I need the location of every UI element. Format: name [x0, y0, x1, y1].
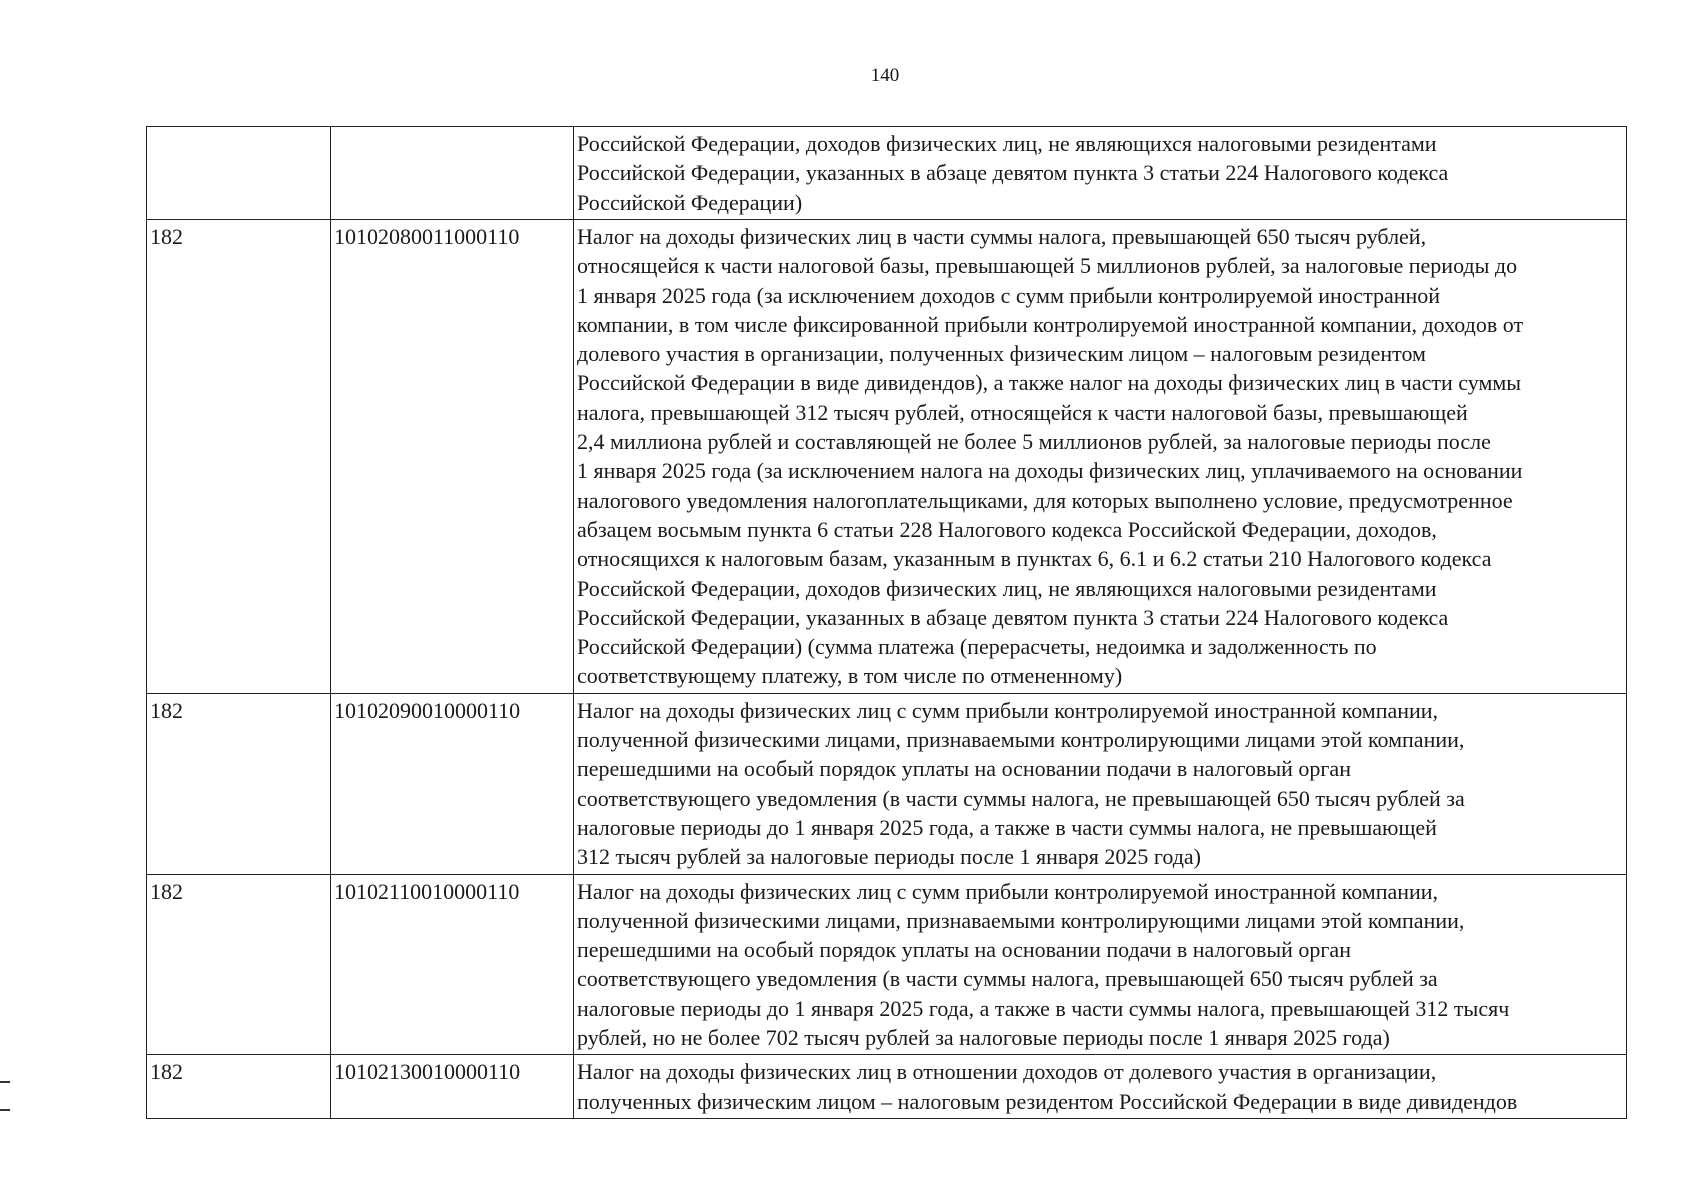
scan-artifact-mark: [0, 1081, 10, 1083]
description-line: Налог на доходы физических лиц в отношении доходов от долевого участия в организации,: [577, 1059, 1437, 1085]
kbk-code-cell: 10102090010000110: [331, 693, 574, 874]
description-cell: [574, 693, 1627, 874]
description-line: полученной физическими лицами, признаваемыми контролирующими лицами этой компании,: [577, 907, 1465, 933]
kbk-code-cell: 10102110010000110: [331, 874, 574, 1055]
description-line: перешедшими на особый порядок уплаты на основании подачи в налоговый орган: [577, 937, 1351, 963]
admin-code-cell: 182: [147, 874, 331, 1055]
description-line: Российской Федерации, доходов физических лиц, не являющихся налоговыми резидентами: [577, 131, 1437, 156]
description-line: налоговые периоды до 1 января 2025 года, а также в части суммы налога, не превышающей: [577, 814, 1437, 840]
description-line: Налог на доходы физических лиц в части суммы налога, превышающей 650 тысяч рублей,: [577, 224, 1427, 249]
description-line: 1 января 2025 года (за исключением налога на доходы физических лиц, уплачиваемого на основании: [577, 458, 1523, 484]
description-line: Российской Федерации, доходов физических лиц, не являющихся налоговыми резидентами: [577, 575, 1437, 601]
admin-code-cell: 182: [147, 1055, 331, 1119]
description-line: 312 тысяч рублей за налоговые периоды после 1 января 2025 года): [577, 844, 1201, 870]
description-line: Налог на доходы физических лиц с сумм прибыли контролируемой иностранной компании,: [577, 697, 1439, 723]
description-cell: [574, 220, 1627, 694]
description-cell: [574, 127, 1627, 220]
description-line: соответствующего уведомления (в части суммы налога, превышающей 650 тысяч рублей за: [577, 966, 1438, 992]
description-line: Российской Федерации, указанных в абзаце девятом пункта 3 статьи 224 Налогового кодекса: [577, 604, 1449, 630]
description-line: 1 января 2025 года (за исключением доходов с сумм прибыли контролируемой иностранной: [577, 282, 1441, 308]
budget-classification-table: [146, 126, 1627, 1119]
admin-code-cell: 182: [147, 220, 331, 694]
scan-artifact-mark: [0, 1109, 10, 1111]
description-line: Российской Федерации, указанных в абзаце девятом пункта 3 статьи 224 Налогового кодекса: [577, 160, 1449, 186]
description-cell: [574, 874, 1627, 1055]
description-line: налогового уведомления налогоплательщиками, для которых выполнено условие, предусмотренное: [577, 487, 1513, 513]
description-line: налоговые периоды до 1 января 2025 года, а также в части суммы налога, превышающей 312 тысяч: [577, 995, 1510, 1021]
description-line: налога, превышающей 312 тысяч рублей, относящейся к части налоговой базы, превышающей: [577, 399, 1468, 425]
description-line: 2,4 миллиона рублей и составляющей не более 5 миллионов рублей, за налоговые периоды после: [577, 429, 1491, 455]
kbk-code-cell: 10102130010000110: [331, 1055, 574, 1119]
table-row: [147, 127, 1627, 220]
table-row: [147, 1055, 1627, 1119]
description-line: Российской Федерации): [577, 189, 803, 215]
admin-code-cell: [147, 127, 331, 220]
table-row: [147, 693, 1627, 874]
description-line: перешедшими на особый порядок уплаты на основании подачи в налоговый орган: [577, 756, 1351, 782]
description-line: относящихся к налоговым базам, указанным в пунктах 6, 6.1 и 6.2 статьи 210 Налогового кодекса: [577, 546, 1492, 572]
description-line: рублей, но не более 702 тысяч рублей за налоговые периоды после 1 января 2025 года): [577, 1025, 1390, 1051]
description-line: полученных физическим лицом – налоговым резидентом Российской Федерации в виде дивидендов: [577, 1088, 1518, 1114]
description-cell: [574, 1055, 1627, 1119]
description-line: компании, в том числе фиксированной прибыли контролируемой иностранной компании, доходов от: [577, 311, 1524, 337]
description-line: Налог на доходы физических лиц с сумм прибыли контролируемой иностранной компании,: [577, 878, 1439, 904]
kbk-code-cell: [331, 127, 574, 220]
description-line: долевого участия в организации, полученных физическим лицом – налоговым резидентом: [577, 341, 1426, 367]
description-line: абзацем восьмым пункта 6 статьи 228 Налогового кодекса Российской Федерации, доходов,: [577, 516, 1437, 542]
description-line: полученной физическими лицами, признаваемыми контролирующими лицами этой компании,: [577, 727, 1465, 753]
description-line: Российской Федерации в виде дивидендов), а также налог на доходы физических лиц в части суммы: [577, 370, 1522, 396]
admin-code-cell: 182: [147, 693, 331, 874]
description-line: соответствующему платежу, в том числе по отмененному): [577, 663, 1123, 689]
page-number: 140: [870, 65, 900, 86]
description-line: соответствующего уведомления (в части суммы налога, не превышающей 650 тысяч рублей за: [577, 785, 1465, 811]
description-line: Российской Федерации) (сумма платежа (перерасчеты, недоимка и задолженность по: [577, 634, 1377, 660]
table-row: [147, 220, 1627, 694]
description-line: относящейся к части налоговой базы, превышающей 5 миллионов рублей, за налоговые периоды до: [577, 253, 1518, 279]
kbk-code-cell: 10102080011000110: [331, 220, 574, 694]
table-row: [147, 874, 1627, 1055]
